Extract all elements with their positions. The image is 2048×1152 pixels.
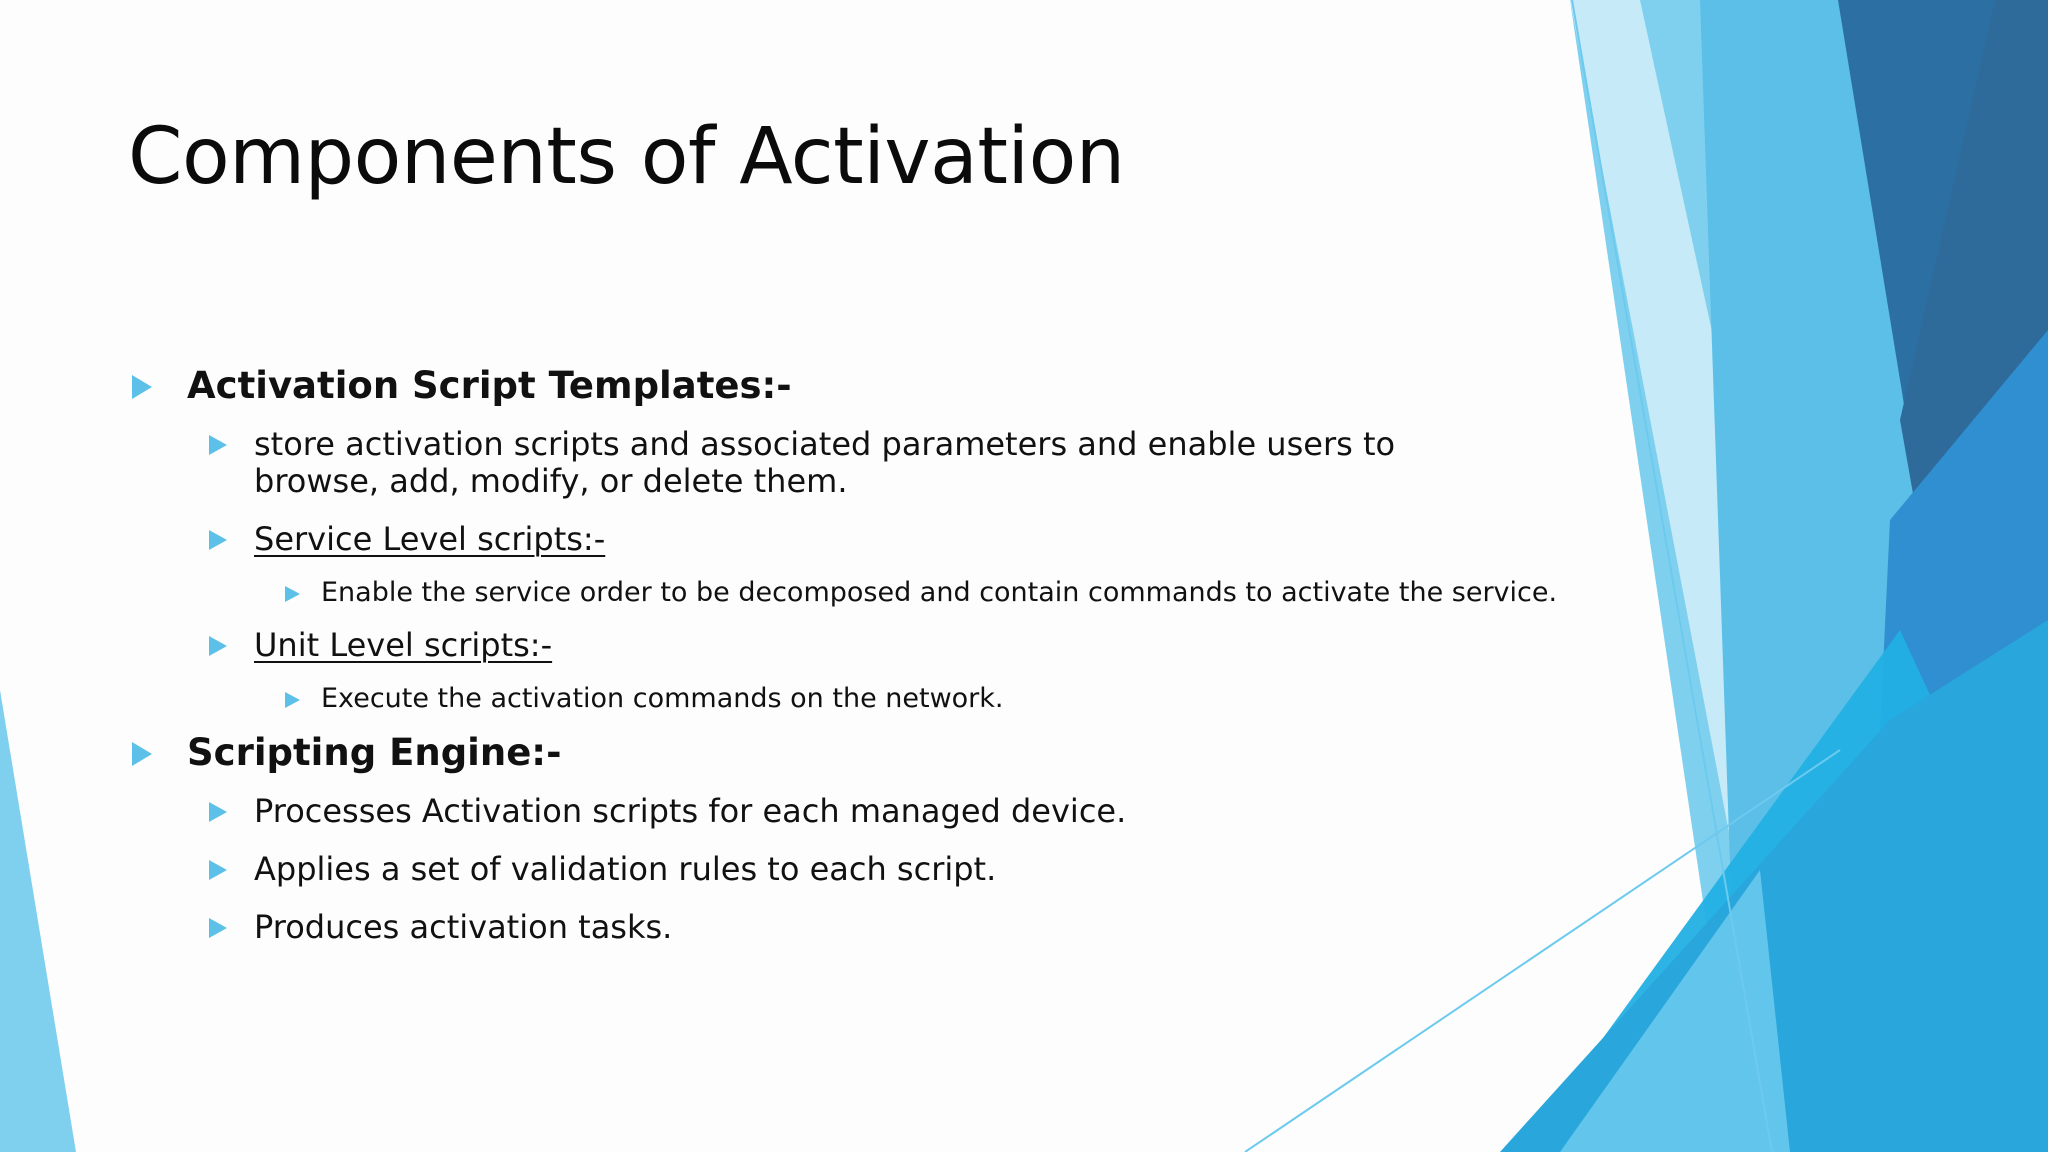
- list-item-produces-tasks: [128, 909, 1588, 946]
- list-item-service-level-scripts: [128, 521, 1588, 558]
- list-item-text: Applies a set of validation rules to each script.: [254, 850, 997, 888]
- triangle-bullet-icon: [209, 802, 227, 822]
- list-item-text: Unit Level scripts:-: [254, 626, 553, 664]
- triangle-bullet-icon: [132, 742, 152, 766]
- list-item-text: store activation scripts and associated parameters and enable users to browse, add, modify, or delete them.: [254, 425, 1396, 500]
- sub-item-service-level-description: [128, 575, 1588, 611]
- section-heading-text: Activation Script Templates:-: [187, 364, 792, 407]
- sub-item-text: Execute the activation commands on the network.: [321, 683, 1004, 714]
- sub-item-text: Enable the service order to be decomposed and contain commands to activate the service.: [321, 577, 1558, 608]
- section-heading-text: Scripting Engine:-: [187, 731, 562, 774]
- list-item-validation-rules: [128, 851, 1588, 888]
- triangle-bullet-icon: [209, 530, 227, 550]
- list-item-processes-scripts: [128, 793, 1588, 830]
- list-item-unit-level-scripts: [128, 627, 1588, 664]
- triangle-bullet-icon: [285, 586, 300, 602]
- triangle-bullet-icon: [285, 692, 300, 708]
- section-heading-scripting-engine: [128, 727, 1588, 779]
- list-item-text: Processes Activation scripts for each managed device.: [254, 792, 1127, 830]
- decor-left-sliver: [0, 690, 76, 1152]
- triangle-bullet-icon: [209, 435, 227, 455]
- list-item-store-activation-scripts: [128, 426, 1414, 500]
- triangle-bullet-icon: [209, 918, 227, 938]
- decor-bottom-light: [1560, 870, 1790, 1152]
- section-heading-activation-script-templates: [128, 360, 1588, 412]
- slide-body: [128, 360, 1588, 967]
- triangle-bullet-icon: [132, 375, 152, 399]
- triangle-bullet-icon: [209, 636, 227, 656]
- list-item-text: Service Level scripts:-: [254, 520, 606, 558]
- list-item-text: Produces activation tasks.: [254, 908, 673, 946]
- slide-title: Components of Activation: [128, 112, 1125, 202]
- triangle-bullet-icon: [209, 860, 227, 880]
- sub-item-unit-level-description: [128, 681, 1588, 717]
